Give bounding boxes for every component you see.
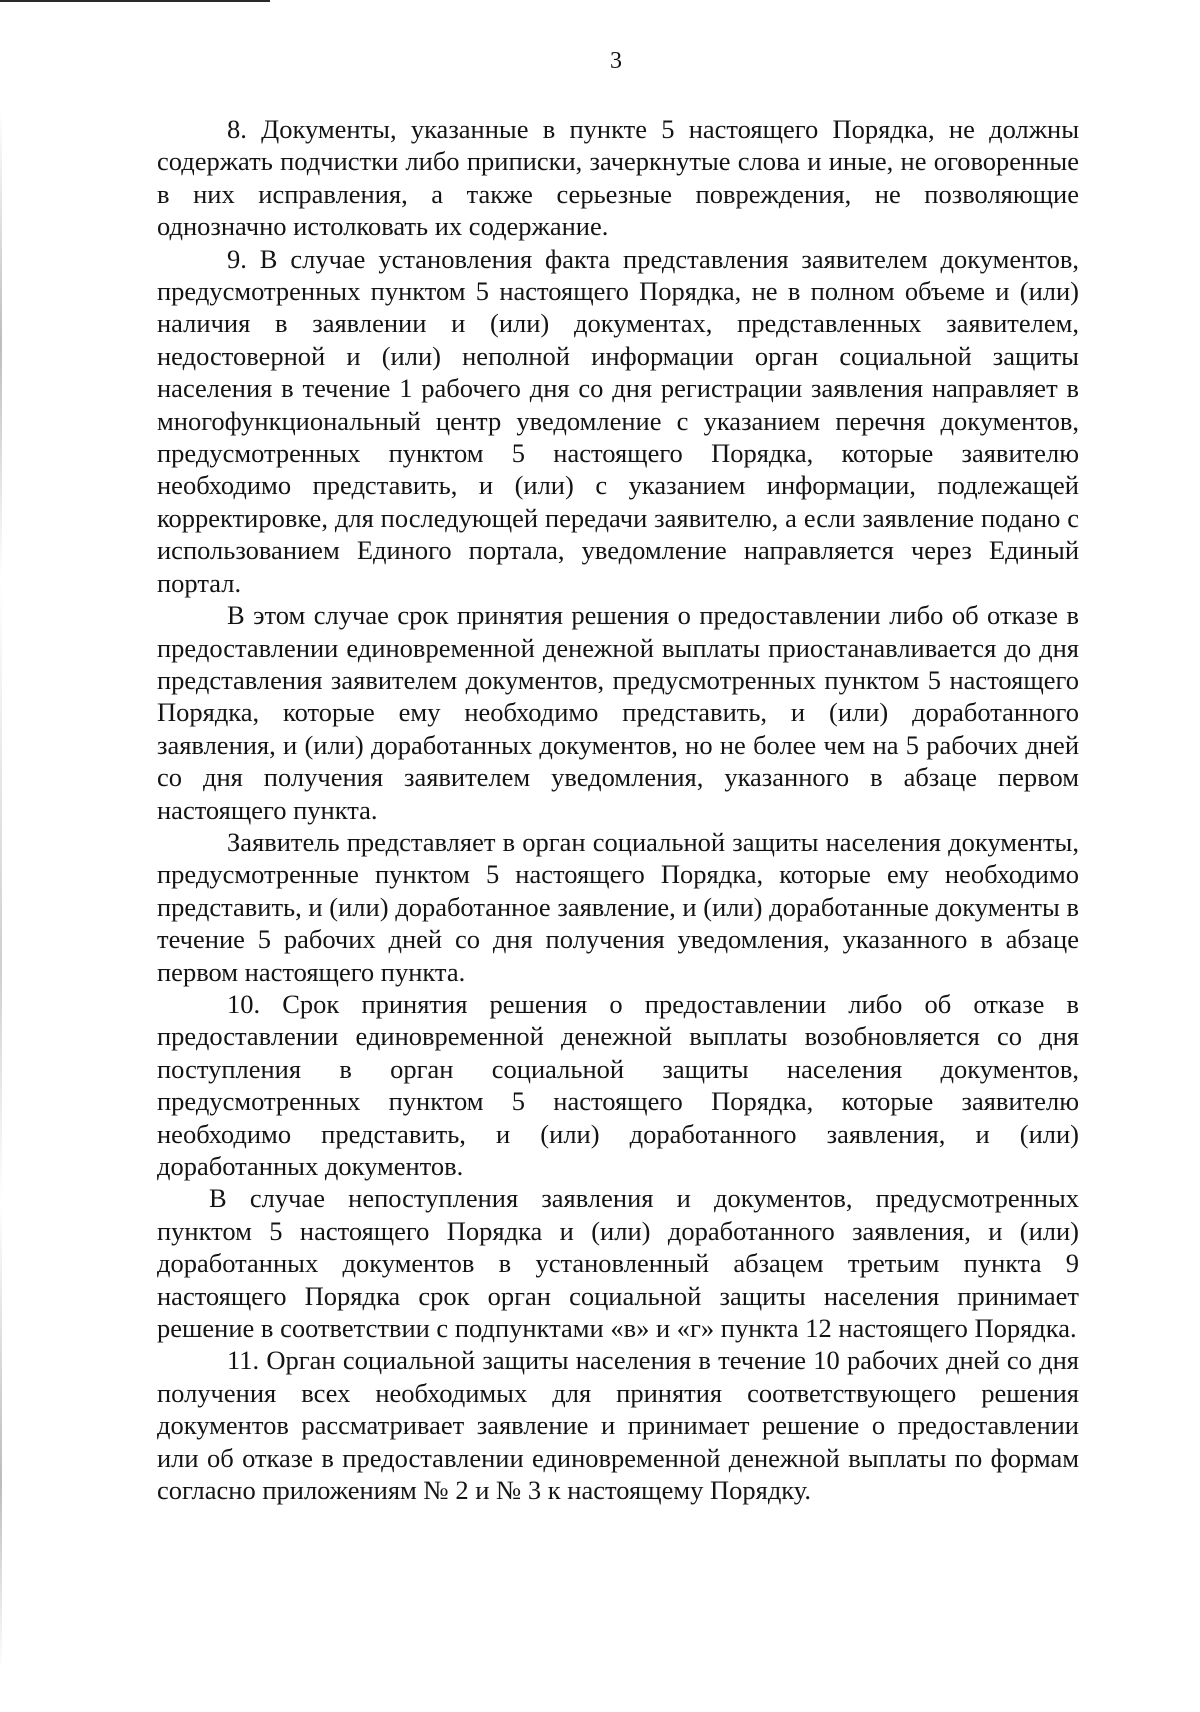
paragraph-9-suspension: В этом случае срок принятия решения о предоставлении либо об отказе в предоставлении единовременной денежной выплаты приостанавливается до дня представления заявителем документов, предусмотренных пунктом 5 настоящего Порядка, которые ему необходимо представить, и (или) доработанного заявления, и (или) доработанных документов, но не более чем на 5 рабочих дней со дня получения заявителем уведомления, указанного в абзаце первом настоящего пункта. (157, 600, 1079, 825)
paragraph-8: 8. Документы, указанные в пункте 5 настоящего Порядка, не должны содержать подчистки либо приписки, зачеркнутые слова и иные, не оговоренные в них исправления, а также серьезные повреждения, не позволяющие однозначно истолковать их содержание. (157, 114, 1079, 242)
document-body (157, 113, 1079, 1506)
page-number: 3 (610, 48, 622, 74)
paragraph-10-non-receipt: В случае непоступления заявления и документов, предусмотренных пунктом 5 настоящего Порядка и (или) доработанного заявления, и (или) доработанных документов в установленный абзацем третьим пункта 9 настоящего Порядка срок орган социальной защиты населения принимает решение в соответствии с подпунктами «в» и «г» пункта 12 настоящего Порядка. (157, 1183, 1079, 1344)
scan-edge-shadow (0, 110, 2, 1670)
scan-border-line (0, 0, 270, 2)
paragraph-9: 9. В случае установления факта представления заявителем документов, предусмотренных пунктом 5 настоящего Порядка, не в полном объеме и (или) наличия в заявлении и (или) документах, представленных заявителем, недостоверной и (или) неполной информации орган социальной защиты населения в течение 1 рабочего дня со дня регистрации заявления направляет в многофункциональный центр уведомление с указанием перечня документов, предусмотренных пунктом 5 настоящего Порядка, которые заявителю необходимо представить, и (или) с указанием информации, подлежащей корректировке, для последующей передачи заявителю, а если заявление подано с использованием Единого портала, уведомление направляется через Единый портал. (157, 243, 1079, 598)
paragraph-10: 10. Срок принятия решения о предоставлении либо об отказе в предоставлении единовременной денежной выплаты возобновляется со дня поступления в орган социальной защиты населения документов, предусмотренных пунктом 5 настоящего Порядка, которые заявителю необходимо представить, и (или) доработанного заявления, и (или) доработанных документов. (157, 988, 1079, 1181)
paragraph-11: 11. Орган социальной защиты населения в течение 10 рабочих дней со дня получения всех необходимых для принятия соответствующего решения документов рассматривает заявление и принимает решение о предоставлении или об отказе в предоставлении единовременной денежной выплаты по формам согласно приложениям № 2 и № 3 к настоящему Порядку. (157, 1345, 1079, 1506)
paragraph-9-applicant-submission: Заявитель представляет в орган социальной защиты населения документы, предусмотренные пунктом 5 настоящего Порядка, которые ему необходимо представить, и (или) доработанное заявление, и (или) доработанные документы в течение 5 рабочих дней со дня получения уведомления, указанного в абзаце первом настоящего пункта. (157, 826, 1079, 987)
